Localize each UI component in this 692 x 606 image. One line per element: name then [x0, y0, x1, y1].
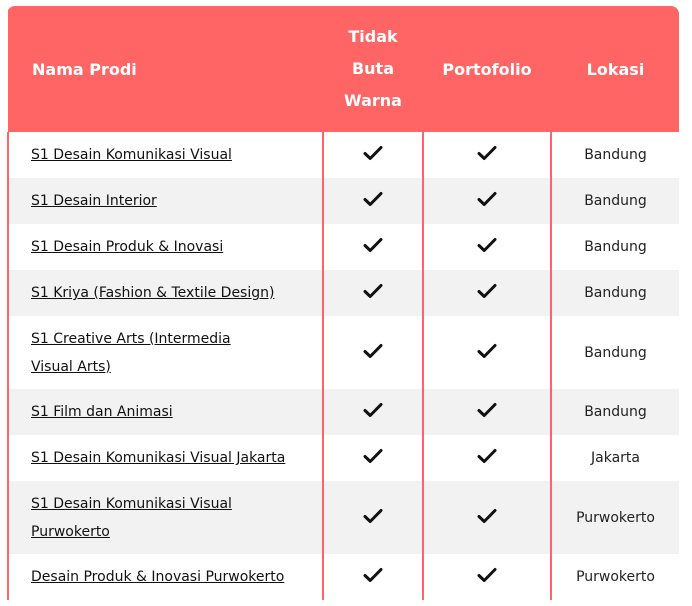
color-requirement-cell — [323, 554, 423, 600]
prodi-table — [7, 6, 679, 600]
prodi-name-cell — [8, 224, 323, 270]
prodi-link[interactable]: S1 Desain Interior — [31, 193, 157, 209]
prodi-name-cell — [8, 389, 323, 435]
header-line: Tidak — [348, 27, 398, 46]
prodi-link[interactable]: S1 Desain Komunikasi Visual — [31, 147, 232, 163]
location-cell — [551, 224, 679, 270]
table-row — [8, 554, 679, 600]
prodi-link[interactable]: S1 Desain Komunikasi Visual Jakarta — [31, 450, 286, 466]
portfolio-requirement-cell — [423, 270, 551, 316]
portfolio-requirement-cell — [423, 481, 551, 554]
portfolio-requirement-cell — [423, 224, 551, 270]
check-icon — [363, 402, 383, 418]
location-label: Bandung — [584, 404, 647, 420]
check-icon — [363, 191, 383, 207]
portfolio-requirement-cell — [423, 316, 551, 389]
table-row — [8, 389, 679, 435]
color-requirement-cell — [323, 435, 423, 481]
prodi-name-cell — [8, 316, 323, 389]
color-requirement-cell — [323, 224, 423, 270]
check-icon — [477, 191, 497, 207]
portfolio-requirement-cell — [423, 178, 551, 224]
location-cell — [551, 316, 679, 389]
location-cell — [551, 270, 679, 316]
prodi-name-cell — [8, 270, 323, 316]
prodi-name-cell — [8, 481, 323, 554]
check-icon — [363, 567, 383, 583]
location-label: Bandung — [584, 193, 647, 209]
location-label: Bandung — [584, 147, 647, 163]
location-label: Bandung — [584, 285, 647, 301]
header-line: Buta — [351, 59, 394, 78]
location-cell — [551, 389, 679, 435]
check-icon — [363, 343, 383, 359]
check-icon — [363, 283, 383, 299]
prodi-link[interactable]: S1 Desain Produk & Inovasi — [31, 239, 224, 255]
location-cell — [551, 178, 679, 224]
table-row — [8, 178, 679, 224]
location-label: Jakarta — [591, 450, 640, 466]
location-cell — [551, 132, 679, 178]
prodi-table-container — [7, 6, 679, 600]
portfolio-requirement-cell — [423, 389, 551, 435]
prodi-link[interactable]: S1 Creative Arts (Intermedia Visual Arts) — [31, 330, 231, 375]
location-cell — [551, 435, 679, 481]
check-icon — [477, 343, 497, 359]
color-requirement-cell — [323, 481, 423, 554]
table-row — [8, 435, 679, 481]
header-tidak-buta-warna — [323, 6, 423, 132]
check-icon — [363, 145, 383, 161]
prodi-name-cell — [8, 435, 323, 481]
color-requirement-cell — [323, 316, 423, 389]
prodi-link[interactable]: S1 Desain Komunikasi Visual Purwokerto — [31, 495, 232, 540]
prodi-link[interactable]: S1 Film dan Animasi — [31, 404, 173, 420]
header-line: Warna — [344, 91, 402, 110]
check-icon — [477, 508, 497, 524]
check-icon — [477, 283, 497, 299]
header-nama-prodi: Nama Prodi — [8, 6, 323, 132]
check-icon — [363, 508, 383, 524]
prodi-name-cell — [8, 554, 323, 600]
location-cell — [551, 481, 679, 554]
prodi-name-cell — [8, 132, 323, 178]
table-row — [8, 316, 679, 389]
location-cell — [551, 554, 679, 600]
color-requirement-cell — [323, 178, 423, 224]
check-icon — [477, 145, 497, 161]
table-row — [8, 224, 679, 270]
prodi-link[interactable]: S1 Kriya (Fashion & Textile Design) — [31, 285, 275, 301]
table-row — [8, 132, 679, 178]
check-icon — [477, 567, 497, 583]
location-label: Bandung — [584, 239, 647, 255]
header-portofolio: Portofolio — [423, 6, 551, 132]
check-icon — [363, 448, 383, 464]
table-row — [8, 270, 679, 316]
check-icon — [477, 448, 497, 464]
header-lokasi: Lokasi — [551, 6, 679, 132]
portfolio-requirement-cell — [423, 554, 551, 600]
location-label: Purwokerto — [576, 569, 655, 585]
location-label: Bandung — [584, 344, 647, 361]
color-requirement-cell — [323, 389, 423, 435]
color-requirement-cell — [323, 270, 423, 316]
portfolio-requirement-cell — [423, 435, 551, 481]
table-header-row — [8, 6, 679, 132]
check-icon — [477, 237, 497, 253]
prodi-link[interactable]: Desain Produk & Inovasi Purwokerto — [31, 569, 285, 585]
check-icon — [363, 237, 383, 253]
color-requirement-cell — [323, 132, 423, 178]
prodi-name-cell — [8, 178, 323, 224]
table-row — [8, 481, 679, 554]
location-label: Purwokerto — [576, 509, 655, 526]
portfolio-requirement-cell — [423, 132, 551, 178]
check-icon — [477, 402, 497, 418]
